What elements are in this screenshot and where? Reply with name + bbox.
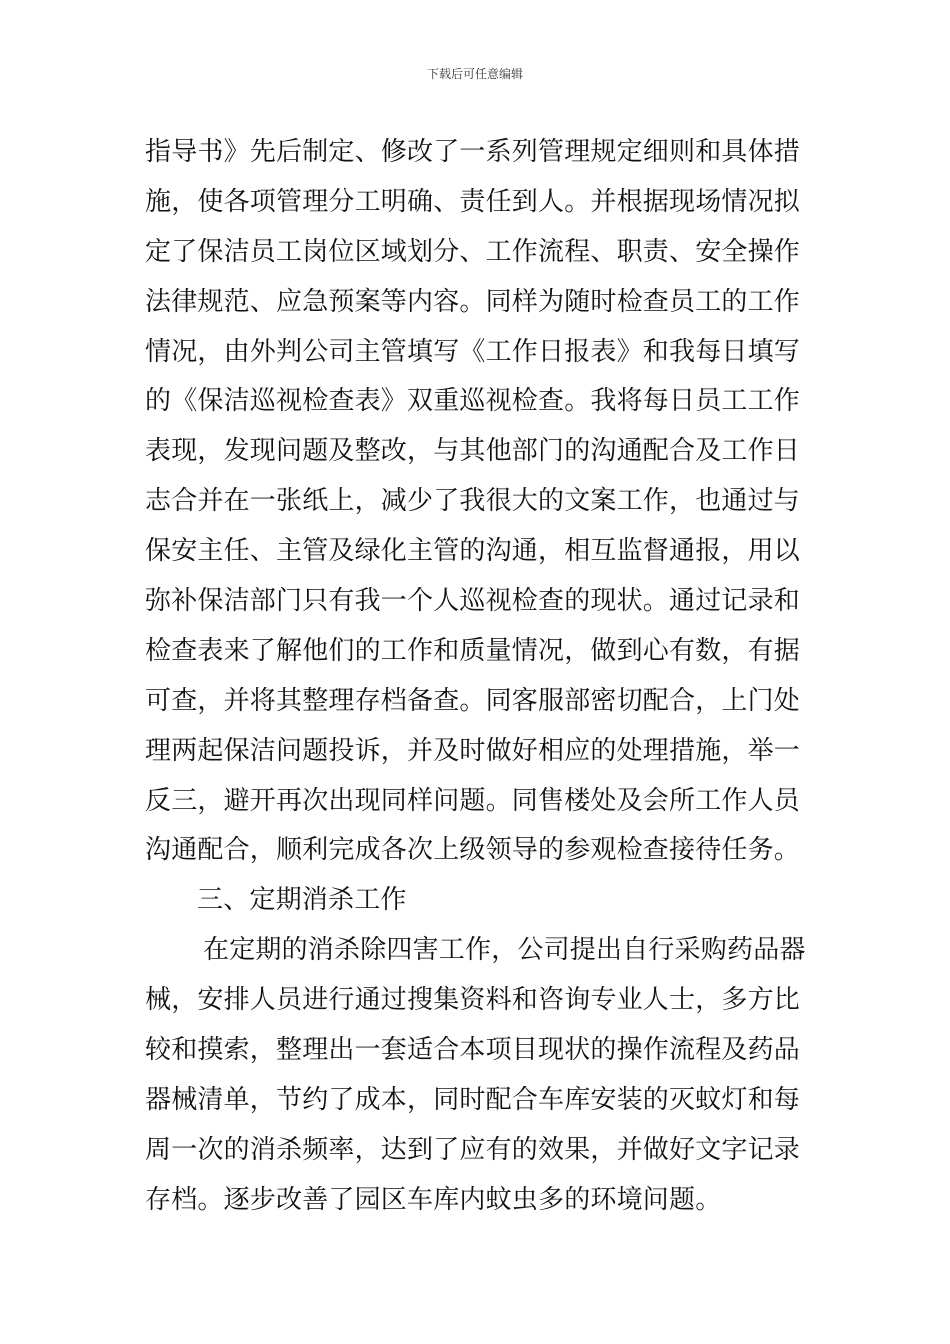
paragraph-line: 保安主任、主管及绿化主管的沟通，相互监督通报，用以 [145, 536, 801, 567]
paragraph-line: 较和摸索，整理出一套适合本项目现状的操作流程及药品 [145, 1035, 801, 1066]
paragraph-line: 情况，由外判公司主管填写《工作日报表》和我每日填写 [145, 336, 801, 367]
paragraph-line: 施，使各项管理分工明确、责任到人。并根据现场情况拟 [145, 186, 801, 217]
paragraph-line: 在定期的消杀除四害工作，公司提出自行采购药品器 [203, 935, 806, 966]
paragraph-line: 周一次的消杀频率，达到了应有的效果，并做好文字记录 [145, 1134, 801, 1165]
paragraph-line: 沟通配合，顺利完成各次上级领导的参观检查接待任务。 [145, 835, 801, 866]
paragraph-line: 械，安排人员进行通过搜集资料和咨询专业人士，多方比 [145, 985, 801, 1016]
paragraph-line: 的《保洁巡视检查表》双重巡视检查。我将每日员工工作 [145, 386, 801, 417]
page-header: 下载后可任意编辑 [426, 67, 523, 81]
document-body [145, 128, 813, 1226]
paragraph-line: 存档。逐步改善了园区车库内蚊虫多的环境问题。 [145, 1184, 722, 1215]
paragraph-line: 法律规范、应急预案等内容。同样为随时检查员工的工作 [145, 286, 801, 317]
paragraph-line: 表现，发现问题及整改，与其他部门的沟通配合及工作日 [145, 436, 801, 467]
paragraph-line: 定了保洁员工岗位区域划分、工作流程、职责、安全操作 [145, 236, 801, 267]
paragraph-line: 反三，避开再次出现同样问题。同售楼处及会所工作人员 [145, 785, 801, 816]
paragraph-line: 检查表来了解他们的工作和质量情况，做到心有数，有据 [145, 635, 801, 666]
paragraph-line: 器械清单，节约了成本，同时配合车库安装的灭蚊灯和每 [145, 1084, 801, 1115]
paragraph-line: 理两起保洁问题投诉，并及时做好相应的处理措施，举一 [145, 735, 801, 766]
paragraph-line: 指导书》先后制定、修改了一系列管理规定细则和具体措 [145, 137, 801, 167]
paragraph-line: 弥补保洁部门只有我一个人巡视检查的现状。通过记录和 [145, 586, 801, 617]
paragraph-line: 可查，并将其整理存档备查。同客服部密切配合，上门处 [145, 685, 801, 716]
section-heading: 三、定期消杀工作 [197, 885, 407, 916]
paragraph-line: 志合并在一张纸上，减少了我很大的文案工作，也通过与 [145, 486, 801, 517]
